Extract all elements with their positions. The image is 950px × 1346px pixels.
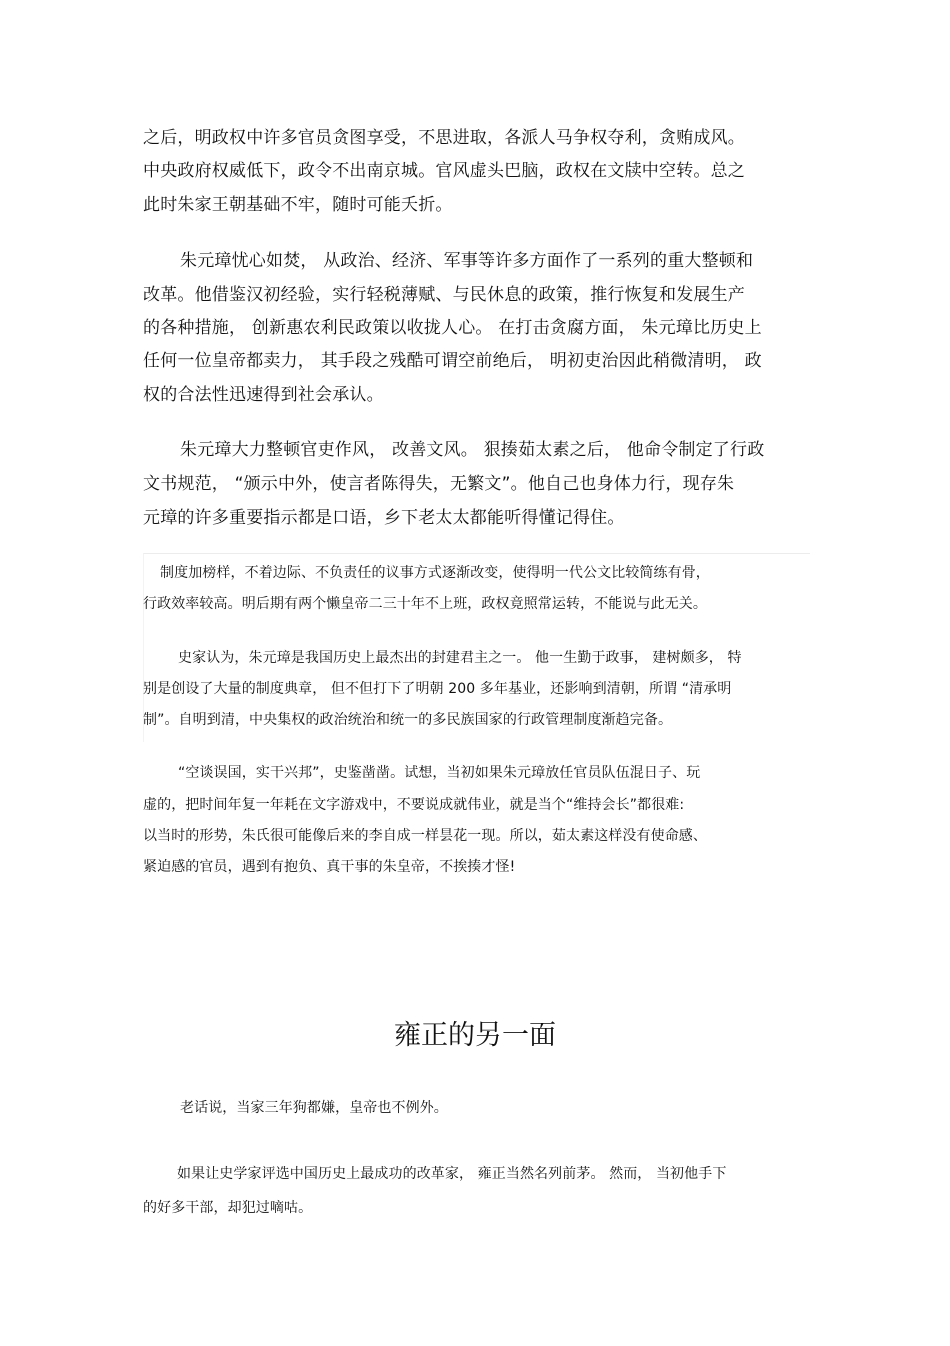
paragraph-line: 文书规范， “颁示中外，使言者陈得失，无繁文”。他自己也身体力行，现存朱 — [143, 474, 735, 494]
paragraph-line: 朱元璋忧心如焚， 从政治、经济、军事等许多方面作了一系列的重大整顿和 — [180, 251, 754, 271]
paragraph-line: 史家认为，朱元璋是我国历史上最杰出的封建君主之一。 他一生勤于政事， 建树颇多， 特 — [178, 650, 742, 666]
paragraph-line: 行政效率较高。明后期有两个懒皇帝二三十年不上班，政权竟照常运转，不能说与此无关。 — [143, 596, 707, 612]
paragraph-line: 的各种措施， 创新惠农利民政策以收拢人心。 在打击贪腐方面， 朱元璋比历史上 — [143, 318, 762, 338]
paragraph-line: 紧迫感的官员，遇到有抱负、真干事的朱皇帝，不挨揍才怪! — [143, 859, 516, 875]
paragraph-line: 元璋的许多重要指示都是口语，乡下老太太都能听得懂记得住。 — [143, 508, 625, 528]
paragraph-line: “空谈误国，实干兴邦”，史鉴凿凿。试想，当初如果朱元璋放任官员队伍混日子、玩 — [178, 765, 701, 781]
paragraph-line: 以当时的形势，朱氏很可能像后来的李自成一样昙花一现。所以，茹太素这样没有使命感、 — [143, 828, 707, 844]
section-title: 雍正的另一面 — [394, 1020, 556, 1051]
paragraph-line: 之后，明政权中许多官员贪图享受，不思进取，各派人马争权夺利，贪贿成风。 — [143, 128, 745, 148]
paragraph-line: 制度加榜样，不着边际、不负责任的议事方式逐渐改变，使得明一代公文比较简练有骨， — [160, 565, 710, 581]
paragraph-line: 任何一位皇帝都卖力， 其手段之残酷可谓空前绝后， 明初吏治因此稍微清明， 政 — [143, 351, 762, 371]
paragraph-line: 改革。他借鉴汉初经验，实行轻税薄赋、与民休息的政策，推行恢复和发展生产 — [143, 285, 745, 305]
paragraph-line: 朱元璋大力整顿官吏作风， 改善文风。 狠揍茹太素之后， 他命令制定了行政 — [180, 440, 765, 460]
paragraph-line: 老话说，当家三年狗都嫌，皇帝也不例外。 — [180, 1100, 448, 1116]
paragraph-line: 的好多干部，却犯过嘀咕。 — [143, 1200, 313, 1216]
paragraph-line: 虚的，把时间年复一年耗在文字游戏中，不要说成就伟业，就是当个“维持会长”都很难: — [143, 797, 685, 813]
paragraph-line: 中央政府权威低下，政令不出南京城。官风虚头巴脑，政权在文牍中空转。总之 — [143, 161, 745, 181]
paragraph-line: 别是创设了大量的制度典章， 但不但打下了明朝 200 多年基业，还影响到清朝，所谓 “清承明 — [143, 681, 732, 697]
paragraph-line: 制”。自明到清，中央集权的政治统治和统一的多民族国家的行政管理制度渐趋完备。 — [143, 712, 673, 728]
paragraph-line: 如果让史学家评选中国历史上最成功的改革家， 雍正当然名列前茅。 然而， 当初他手下 — [177, 1166, 727, 1182]
paragraph-line: 权的合法性迅速得到社会承认。 — [143, 385, 384, 405]
paragraph-line: 此时朱家王朝基础不牢，随时可能夭折。 — [143, 195, 453, 215]
